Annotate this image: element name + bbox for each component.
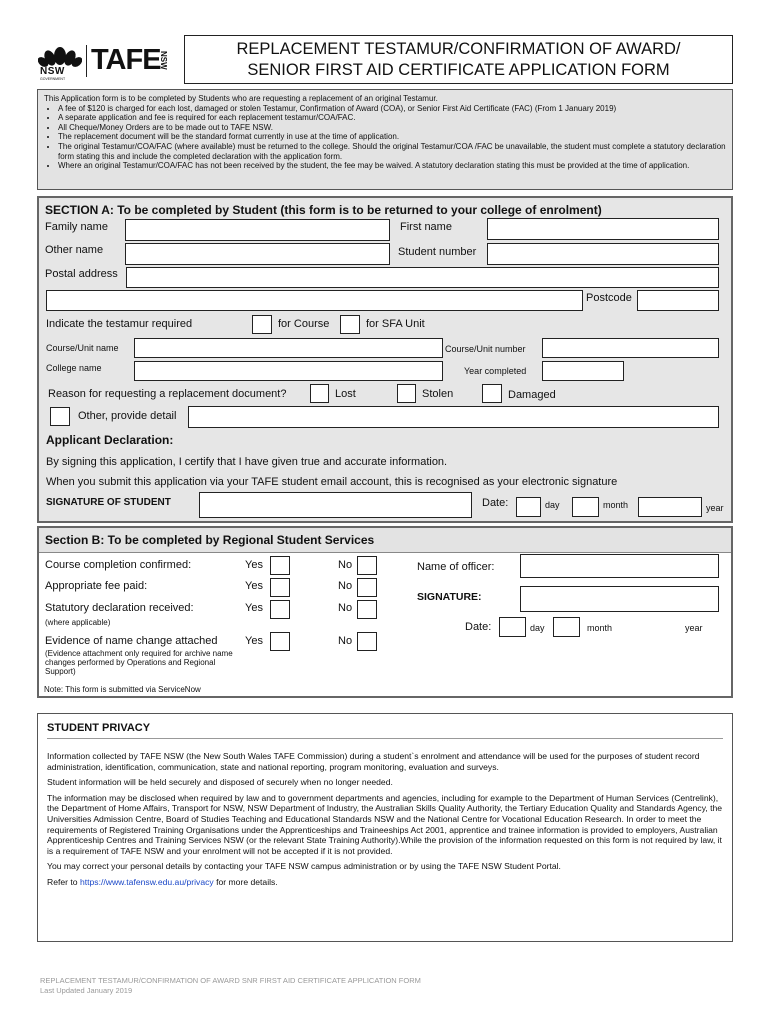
for-sfa-unit-checkbox[interactable] — [340, 315, 360, 334]
title-box — [184, 35, 733, 84]
officer-date-month-input[interactable] — [553, 617, 580, 637]
evidence-yes-checkbox[interactable] — [270, 632, 290, 651]
info-bullet: • A fee of $120 is charged for each lost, damaged or stolen Testamur, Confirmation of Award (COA), or Senior First Aid Certificate (FAC) (From 1 January 2019) — [58, 104, 726, 114]
date-year-input[interactable] — [638, 497, 702, 517]
servicenow-note: Note: This form is submitted via ServiceNow — [44, 685, 201, 694]
logo-divider — [86, 45, 87, 77]
family-name-input[interactable] — [125, 219, 390, 241]
where-applicable-label: (where applicable) — [45, 618, 111, 627]
postcode-input[interactable] — [637, 290, 719, 311]
privacy-paragraph: Information collected by TAFE NSW (the New South Wales TAFE Commission) during a student`s enrolment and attendance will be used for the purposes of student record administration, identification, communication, state and national reporting, program monitoring, evaluation and surveys. — [47, 751, 700, 772]
family-name-label: Family name — [45, 221, 108, 233]
privacy-refer — [47, 877, 723, 888]
postal-address-label: Postal address — [45, 268, 118, 280]
info-bullet: • A separate application and fee is required for each replacement testamur/COA/FAC. — [58, 113, 726, 123]
privacy-refer-prefix: Refer to — [47, 876, 80, 887]
privacy-heading: STUDENT PRIVACY — [47, 714, 723, 739]
footer-form-name: REPLACEMENT TESTAMUR/CONFIRMATION OF AWARD SNR FIRST AID CERTIFICATE APPLICATION FORM — [40, 976, 421, 985]
info-bullet: • The original Testamur/COA/FAC (where available) must be returned to the college. Should the original Testamur/COA /FAC be unavailable, the student must complete a statutory declaration form stating this and include the completed declaration with the application form. — [58, 142, 726, 161]
course-completion-no-checkbox[interactable] — [357, 556, 377, 575]
title-line-1: REPLACEMENT TESTAMUR/CONFIRMATION OF AWARD/ — [236, 40, 681, 58]
section-a-heading: SECTION A: To be completed by Student (this form is to be returned to your college of enrolment) — [45, 203, 602, 217]
date-day-input[interactable] — [516, 497, 541, 517]
name-of-officer-input[interactable] — [520, 554, 719, 578]
info-bullet: • Where an original Testamur/COA/FAC has not been received by the student, the fee may be waived. A statutory declaration stating this must be provided at the time of application. — [58, 161, 726, 171]
for-sfa-unit-label: for SFA Unit — [366, 318, 425, 330]
date-year-label: year — [706, 503, 724, 513]
info-intro: This Application form is to be completed by Students who are requesting a replacement of an original Testamur. — [44, 94, 438, 103]
yes-label: Yes — [245, 635, 263, 647]
course-completion-label: Course completion confirmed: — [45, 559, 192, 571]
date-month-input[interactable] — [572, 497, 599, 517]
privacy-paragraph: The information may be disclosed when required by law and to government departments and agencies, including for example to the Department of Human Services (Centrelink), the Department of Home Affairs, Transport for NSW, NSW Department of Industry, the Australian Skills Quality Authority, the Tertiary Education Quality and Standards Agency, the Universities Admission Centre, Board of Studies Teaching and Educational Standards NSW and the National Centre for Vocational Education Research. In order to meet the requirements of Registered Training Organisations under the Apprenticeships and Traineeships Act 2001, apprentice and trainee information is provided to employers, Australian Apprenticeship Centres and Training Services NSW (or the relevant State Training Authority).While the provision of the information requested on this form is not required by law, it is a requirement of TAFE NSW and your enrolment will not be accepted if it is not provided. — [47, 792, 723, 856]
info-bullet: • All Cheque/Money Orders are to be made out to TAFE NSW. — [58, 123, 726, 133]
evidence-label: Evidence of name change attached — [45, 635, 218, 647]
stolen-label: Stolen — [422, 388, 454, 400]
no-label: No — [338, 602, 353, 614]
course-unit-number-label: Course/Unit number — [445, 344, 526, 354]
tafe-nsw-vertical: NSW — [159, 51, 168, 70]
privacy-link[interactable]: https://www.tafensw.edu.au/privacy — [79, 876, 214, 887]
title-line-2: SENIOR FIRST AID CERTIFICATE APPLICATION FORM — [247, 61, 670, 79]
yes-label: Yes — [245, 559, 263, 571]
stat-dec-no-checkbox[interactable] — [357, 600, 377, 619]
student-number-label: Student number — [398, 246, 477, 258]
section-b-heading: Section B: To be completed by Regional Student Services — [45, 533, 375, 547]
for-course-label: for Course — [278, 318, 330, 330]
declaration-heading: Applicant Declaration: — [46, 433, 174, 447]
officer-signature-input[interactable] — [520, 586, 719, 612]
course-unit-name-label: Course/Unit name — [46, 343, 119, 353]
fee-paid-yes-checkbox[interactable] — [270, 578, 290, 597]
signature-student-label: SIGNATURE OF STUDENT — [46, 497, 171, 508]
postal-address-line2-input[interactable] — [46, 290, 583, 311]
signature-student-input[interactable] — [199, 492, 472, 518]
privacy-refer-suffix: for more details. — [213, 876, 278, 887]
date-day-label: day — [545, 500, 560, 510]
course-unit-number-input[interactable] — [542, 338, 719, 358]
name-of-officer-label: Name of officer: — [417, 561, 495, 573]
fee-paid-label: Appropriate fee paid: — [45, 580, 148, 592]
no-label: No — [338, 580, 353, 592]
other-name-label: Other name — [45, 244, 104, 256]
info-bullets — [44, 104, 726, 171]
other-checkbox[interactable] — [50, 407, 70, 426]
yes-label: Yes — [245, 602, 263, 614]
date-label: Date: — [482, 497, 509, 509]
declaration-text-1: By signing this application, I certify that I have given true and accurate information. — [46, 456, 448, 468]
other-detail-input[interactable] — [188, 406, 719, 428]
privacy-box — [37, 713, 733, 942]
tafe-logo: TAFE — [91, 44, 161, 76]
fee-paid-no-checkbox[interactable] — [357, 578, 377, 597]
officer-month-label: month — [587, 623, 613, 633]
year-completed-input[interactable] — [542, 361, 624, 381]
other-name-input[interactable] — [125, 243, 390, 265]
stat-dec-label: Statutory declaration received: — [45, 602, 194, 614]
course-completion-yes-checkbox[interactable] — [270, 556, 290, 575]
yes-label: Yes — [245, 580, 263, 592]
privacy-paragraph: You may correct your personal details by contacting your TAFE NSW campus administration or by using the TAFE NSW Student Portal. — [47, 861, 561, 872]
year-completed-label: Year completed — [464, 366, 527, 376]
reason-label: Reason for requesting a replacement document? — [48, 388, 287, 400]
info-box — [37, 89, 733, 190]
officer-day-label: day — [530, 623, 545, 633]
student-number-input[interactable] — [487, 243, 719, 265]
no-label: No — [338, 635, 353, 647]
lost-label: Lost — [335, 388, 356, 400]
postcode-label: Postcode — [586, 292, 632, 304]
officer-signature-label: SIGNATURE: — [417, 591, 482, 603]
damaged-checkbox[interactable] — [482, 384, 502, 403]
date-month-label: month — [603, 500, 629, 510]
damaged-label: Damaged — [508, 389, 556, 401]
postal-address-input[interactable] — [126, 267, 719, 288]
course-unit-name-input[interactable] — [134, 338, 443, 358]
officer-date-label: Date: — [465, 621, 492, 633]
nsw-government-label: GOVERNMENT — [40, 77, 66, 81]
other-detail-label: Other, provide detail — [78, 410, 177, 422]
officer-date-day-input[interactable] — [499, 617, 526, 637]
first-name-input[interactable] — [487, 218, 719, 240]
privacy-paragraph: Student information will be held securely and disposed of securely when no longer needed. — [47, 777, 393, 788]
nsw-label: NSW — [40, 66, 65, 77]
testamur-required-label: Indicate the testamur required — [46, 318, 193, 330]
evidence-no-checkbox[interactable] — [357, 632, 377, 651]
college-name-input[interactable] — [134, 361, 443, 381]
info-bullet: • The replacement document will be the standard format currently in use at the time of application. — [58, 132, 726, 142]
first-name-label: First name — [400, 221, 452, 233]
evidence-note: (Evidence attachment only required for archive name changes performed by Operations and Regional Support) — [45, 649, 233, 676]
nsw-logo — [38, 40, 82, 80]
officer-year-label: year — [685, 623, 703, 633]
declaration-text-2: When you submit this application via your TAFE student email account, this is recognised as your electronic signature — [46, 476, 618, 488]
no-label: No — [338, 559, 353, 571]
for-course-checkbox[interactable] — [252, 315, 272, 334]
lost-checkbox[interactable] — [310, 384, 329, 403]
college-name-label: College name — [46, 363, 102, 373]
stolen-checkbox[interactable] — [397, 384, 416, 403]
footer-last-updated: Last Updated January 2019 — [40, 986, 133, 995]
stat-dec-yes-checkbox[interactable] — [270, 600, 290, 619]
